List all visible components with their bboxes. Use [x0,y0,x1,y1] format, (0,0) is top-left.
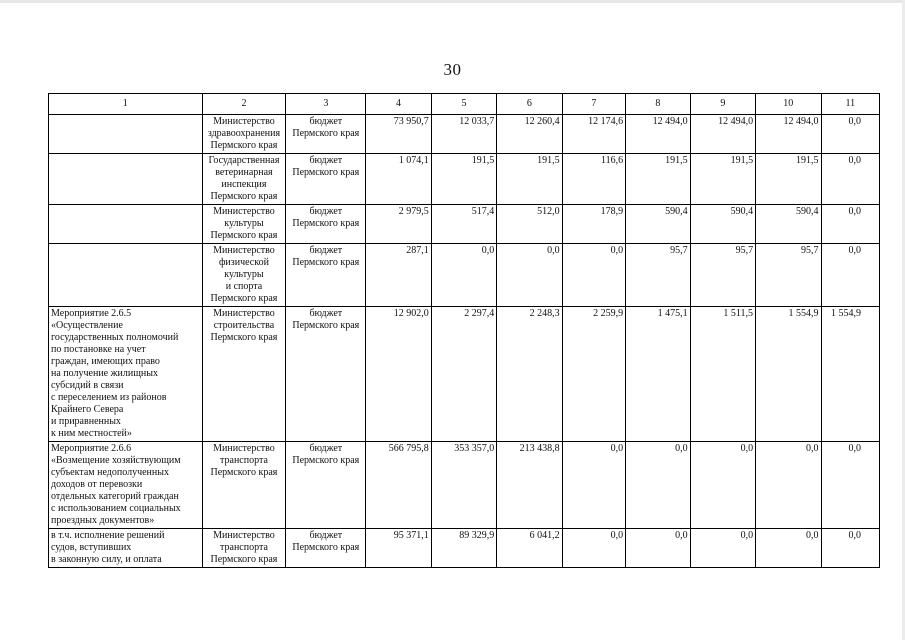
table-header-row [49,94,880,115]
scan-edge-top [0,0,905,3]
executor-cell [202,115,286,154]
value-cell-col-4: 287,1 [366,244,431,307]
executor-cell-line: Пермского края [210,554,278,565]
executor-cell-line: культуры [224,269,264,280]
value-cell-col-11: 0,0 [821,154,879,205]
value-cell-col-8: 1 475,1 [626,307,690,442]
value-cell-col-5: 12 033,7 [431,115,496,154]
funding-source-cell [286,154,366,205]
funding-source-cell-line: бюджет [309,308,343,319]
funding-source-cell-line: Пермского края [292,128,360,139]
value-cell-col-6: 0,0 [497,244,562,307]
column-header-5: 5 [431,94,496,115]
value-cell-col-9: 12 494,0 [690,115,755,154]
executor-cell-line: Пермского края [210,140,278,151]
value-cell-col-7: 178,9 [562,205,625,244]
value-cell-col-9: 95,7 [690,244,755,307]
funding-source-cell-line: бюджет [309,530,343,541]
table-body [49,94,880,568]
value-cell-col-6: 2 248,3 [497,307,562,442]
table-row [49,442,880,529]
executor-cell [202,244,286,307]
funding-source-cell [286,244,366,307]
column-header-4: 4 [366,94,431,115]
executor-cell-line: инспекция [221,179,267,190]
table-row [49,205,880,244]
funding-source-cell [286,529,366,568]
value-cell-col-8: 95,7 [626,244,690,307]
value-cell-col-11: 0,0 [821,205,879,244]
value-cell-col-4: 12 902,0 [366,307,431,442]
table-row [49,154,880,205]
column-header-11: 11 [821,94,879,115]
activity-cell [49,115,203,154]
funding-source-cell-line: Пермского края [292,257,360,268]
activity-cell-line: субсидий в связи [51,380,124,391]
activity-cell [49,244,203,307]
executor-cell-line: культуры [224,218,264,229]
executor-cell-line: транспорта [220,542,268,553]
column-header-3: 3 [286,94,366,115]
executor-cell-line: Министерство [213,443,275,454]
executor-cell-line: Пермского края [210,467,278,478]
value-cell-col-8: 12 494,0 [626,115,690,154]
table-row [49,115,880,154]
value-cell-col-8: 191,5 [626,154,690,205]
activity-cell-line: государственных полномочий [51,332,179,343]
value-cell-col-5: 191,5 [431,154,496,205]
value-cell-col-8: 0,0 [626,442,690,529]
funding-source-cell-line: Пермского края [292,218,360,229]
column-header-7: 7 [562,94,625,115]
value-cell-col-9: 191,5 [690,154,755,205]
column-header-2: 2 [202,94,286,115]
activity-cell [49,529,203,568]
funding-source-cell-line: Пермского края [292,455,360,466]
executor-cell-line: Министерство [213,116,275,127]
value-cell-col-4: 73 950,7 [366,115,431,154]
activity-cell-line: Крайнего Севера [51,404,124,415]
funding-source-cell [286,307,366,442]
funding-source-cell-line: Пермского края [292,320,360,331]
funding-source-cell [286,205,366,244]
funding-source-cell [286,442,366,529]
value-cell-col-7: 0,0 [562,529,625,568]
column-header-10: 10 [756,94,821,115]
activity-cell-line: доходов от перевозки [51,479,143,490]
activity-cell-line: Мероприятие 2.6.5 [51,308,132,319]
executor-cell-line: Государственная [208,155,280,166]
activity-cell [49,205,203,244]
activity-cell-line: в законную силу, и оплата [51,554,162,565]
activity-cell [49,442,203,529]
value-cell-col-7: 0,0 [562,442,625,529]
executor-cell-line: и спорта [225,281,263,292]
budget-table [48,93,880,568]
executor-cell-line: транспорта [220,455,268,466]
activity-cell-line: Мероприятие 2.6.6 [51,443,132,454]
value-cell-col-7: 0,0 [562,244,625,307]
page-number: 30 [443,60,462,79]
funding-source-cell-line: бюджет [309,155,343,166]
value-cell-col-6: 512,0 [497,205,562,244]
funding-source-cell [286,115,366,154]
value-cell-col-10: 191,5 [756,154,821,205]
value-cell-col-8: 590,4 [626,205,690,244]
activity-cell-line: граждан, имеющих право [51,356,160,367]
executor-cell-line: ветеринарная [215,167,273,178]
funding-source-cell-line: бюджет [309,116,343,127]
value-cell-col-4: 1 074,1 [366,154,431,205]
table-row [49,307,880,442]
activity-cell-line: к ним местностей» [51,428,132,439]
executor-cell-line: строительства [213,320,275,331]
value-cell-col-9: 0,0 [690,529,755,568]
table-row [49,244,880,307]
value-cell-col-11: 0,0 [821,442,879,529]
value-cell-col-4: 566 795,8 [366,442,431,529]
value-cell-col-10: 95,7 [756,244,821,307]
activity-cell-line: на получение жилищных [51,368,158,379]
funding-source-cell-line: Пермского края [292,542,360,553]
activity-cell [49,154,203,205]
table-row [49,529,880,568]
value-cell-col-5: 517,4 [431,205,496,244]
activity-cell-line: субъектам недополученных [51,467,169,478]
value-cell-col-6: 191,5 [497,154,562,205]
funding-source-cell-line: бюджет [309,245,343,256]
funding-source-cell-line: бюджет [309,443,343,454]
value-cell-col-8: 0,0 [626,529,690,568]
column-header-9: 9 [690,94,755,115]
value-cell-col-7: 2 259,9 [562,307,625,442]
value-cell-col-5: 89 329,9 [431,529,496,568]
column-header-1: 1 [49,94,203,115]
value-cell-col-4: 95 371,1 [366,529,431,568]
value-cell-col-9: 0,0 [690,442,755,529]
activity-cell-line: и приравненных [51,416,121,427]
value-cell-col-6: 12 260,4 [497,115,562,154]
executor-cell-line: Пермского края [210,332,278,343]
value-cell-col-11: 1 554,9 [821,307,879,442]
value-cell-col-10: 1 554,9 [756,307,821,442]
activity-cell-line: судов, вступивших [51,542,132,553]
executor-cell-line: Пермского края [210,293,278,304]
activity-cell-line: по постановке на учет [51,344,146,355]
value-cell-col-6: 213 438,8 [497,442,562,529]
value-cell-col-10: 12 494,0 [756,115,821,154]
executor-cell-line: Пермского края [210,191,278,202]
executor-cell [202,307,286,442]
activity-cell-line: отдельных категорий граждан [51,491,179,502]
column-header-6: 6 [497,94,562,115]
executor-cell-line: Пермского края [210,230,278,241]
activity-cell-line: «Возмещение хозяйствующим [51,455,181,466]
activity-cell-line: с переселением из районов [51,392,167,403]
activity-cell-line: с использованием социальных [51,503,181,514]
value-cell-col-7: 116,6 [562,154,625,205]
executor-cell [202,529,286,568]
executor-cell-line: здравоохранения [207,128,281,139]
executor-cell [202,442,286,529]
column-header-8: 8 [626,94,690,115]
executor-cell-line: Министерство [213,206,275,217]
activity-cell-line: проездных документов» [51,515,155,526]
value-cell-col-10: 0,0 [756,529,821,568]
value-cell-col-6: 6 041,2 [497,529,562,568]
funding-source-cell-line: Пермского края [292,167,360,178]
executor-cell [202,154,286,205]
value-cell-col-7: 12 174,6 [562,115,625,154]
value-cell-col-10: 0,0 [756,442,821,529]
executor-cell-line: Министерство [213,530,275,541]
value-cell-col-5: 353 357,0 [431,442,496,529]
executor-cell-line: Министерство [213,308,275,319]
funding-source-cell-line: бюджет [309,206,343,217]
executor-cell [202,205,286,244]
value-cell-col-9: 1 511,5 [690,307,755,442]
value-cell-col-11: 0,0 [821,244,879,307]
value-cell-col-9: 590,4 [690,205,755,244]
activity-cell-line: «Осуществление [51,320,123,331]
value-cell-col-11: 0,0 [821,115,879,154]
executor-cell-line: физической [218,257,269,268]
value-cell-col-10: 590,4 [756,205,821,244]
value-cell-col-11: 0,0 [821,529,879,568]
activity-cell [49,307,203,442]
value-cell-col-5: 0,0 [431,244,496,307]
value-cell-col-5: 2 297,4 [431,307,496,442]
activity-cell-line: в т.ч. исполнение решений [51,530,165,541]
executor-cell-line: Министерство [213,245,275,256]
value-cell-col-4: 2 979,5 [366,205,431,244]
